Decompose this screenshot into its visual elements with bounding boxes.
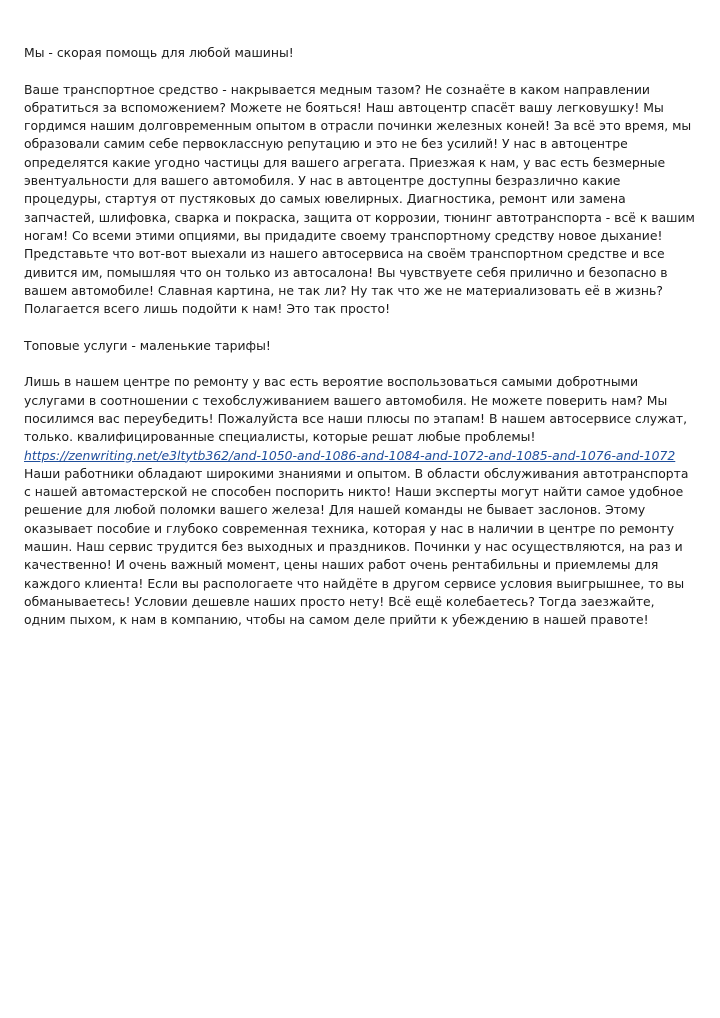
paragraph-intro: Ваше транспортное средство - накрывается медным тазом? Не сознаёте в каком направлении обратиться за вспоможением? Можете не бояться! Наш автоцентр спасёт вашу легковушку! Мы гордимся нашим долговременным опытом в отрасли починки железных коней! За всё это время, мы образовали самим себе первоклассную репутацию и это не без усилий! У нас в автоцентре определятся какие угодно частицы для вашего агрегата. Приезжая к нам, у вас есть безмерные эвентуальности для вашего автомобиля. У нас в автоцентре доступны безразлично какие процедуры, стартуя от пустяковых до самых ювелирных. Диагностика, ремонт или замена запчастей, шлифовка, сварка и покраска, защита от коррозии, тюнинг автотранспорта - всё к вашим ногам! Со всеми этими опциями, вы придадите своему транспортному средству новое дыхание! Представьте что вот-вот выехали из нашего автосервиса на своём транспортном средстве и все дивится им, помышляя что он только из автосалона! Вы чувствуете себя прилично и безопасно в вашем автомобиле! Славная картина, не так ли? Ну так что же не материализовать её в жизнь? Полагается всего лишь подойти к нам! Это так просто! [24,81,695,317]
zenwriting-link[interactable]: https://zenwriting.net/e3ltytb362/and-1050-and-1086-and-1084-and-1072-and-1085-and-1076-and-1072 [24,447,676,463]
paragraph-services-text-after: Наши работники обладают широкими знаниями и опытом. В области обслуживания автотранспорта с нашей автомастерской не способен поспорить никто! Наши эксперты могут найти самое удобное решение для любой поломки вашего железа! Для нашей команды не бывает заслонов. Этому оказывает пособие и глубоко современная техника, которая у нас в наличии в центре по ремонту машин. Наш сервис трудится без выходных и праздников. Починки у нас осуществляются, на раз и качественно! И очень важный момент, цены наших работ очень рентабильны и приемлемы для каждого клиента! Если вы распологаете что найдёте в другом сервисе условия выигрышнее, то вы обманываетесь! Условии дешевле наших просто нету! Всё ещё колебаетесь? Тогда заезжайте, одним пыхом, к нам в компанию, чтобы на самом деле прийти к убеждению в нашей правоте! [24,465,689,628]
paragraph-services [24,373,698,629]
document-body [24,44,698,648]
heading-help: Мы - скорая помощь для любой машины! [24,45,294,60]
heading-services: Топовые услуги - маленькие тарифы! [24,337,271,353]
paragraph-services-text-before: Лишь в нашем центре по ремонту у вас есть вероятие воспользоваться самыми добротными услугами в соотношении с техобслуживанием вашего автомобиля. Не можете поверить нам? Мы посилимся вас переубедить! Пожалуйста все наши плюсы по этапам! В нашем автосервисе служат, только. квалифицированные специалисты, которые решат любые проблемы! [24,374,688,445]
